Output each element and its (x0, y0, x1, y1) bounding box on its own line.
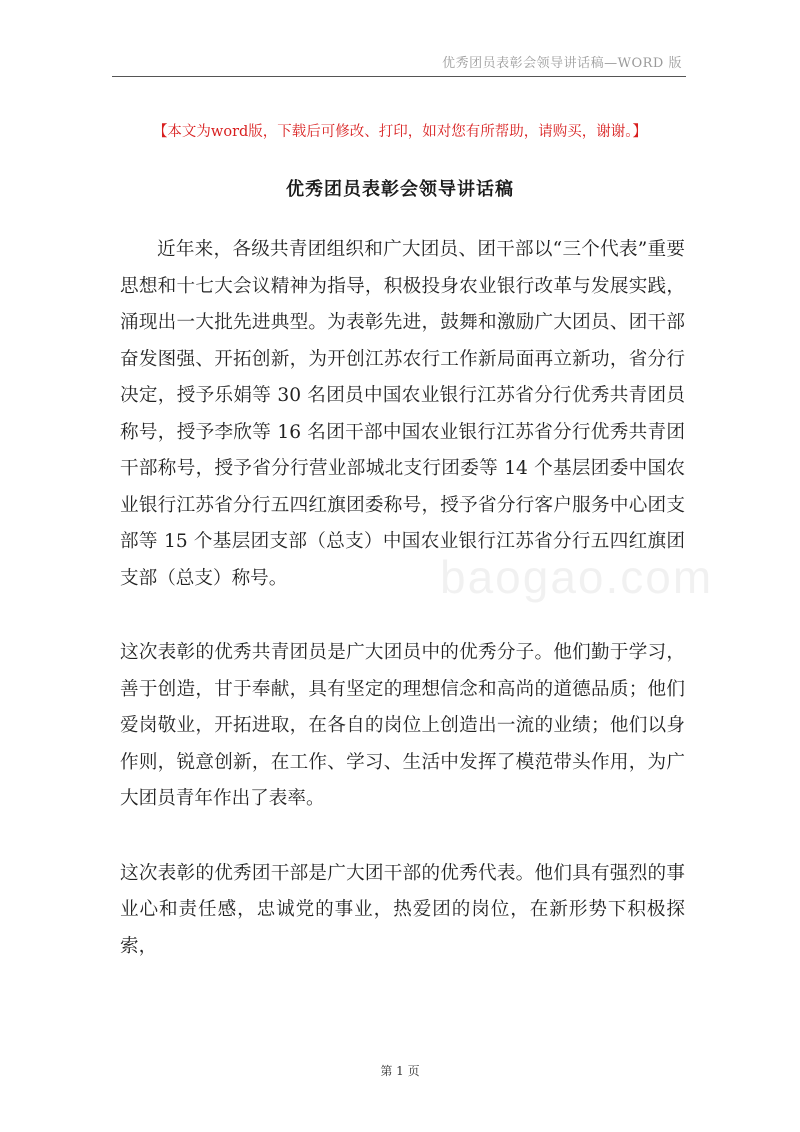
header-title: 优秀团员表彰会领导讲话稿—WORD 版 (442, 56, 682, 71)
document-title: 优秀团员表彰会领导讲话稿 (286, 179, 514, 200)
header-divider (112, 76, 686, 77)
paragraph: 近年来，各级共青团组织和广大团员、团干部以“三个代表”重要思想和十七大会议精神为指导，积极投身农业银行改革与发展实践，涌现出一大批先进典型。为表彰先进，鼓舞和激励广大团员、团干部奋发图强、开拓创新，为开创江苏农行工作新局面再立新功，省分行决定，授予乐娟等 30 名团员中国农业银行江苏省分行优秀共青团员称号，授予李欣等 16 名团干部中国农业银行江苏省分行优秀共青团干部称号，授予省分行营业部城北支行团委等 14 个基层团委中国农业银行江苏省分行五四红旗团委称号，授予省分行客户服务中心团支部等 15 个基层团支部（总支）中国农业银行江苏省分行五四红旗团支部（总支）称号。 (120, 239, 685, 589)
paragraph: 这次表彰的优秀团干部是广大团干部的优秀代表。他们具有强烈的事业心和责任感，忠诚党的事业，热爱团的岗位，在新形势下积极探索， (120, 862, 685, 957)
document-body (120, 232, 685, 1003)
paragraph: 这次表彰的优秀共青团员是广大团员中的优秀分子。他们勤于学习，善于创造，甘于奉献，具有坚定的理想信念和高尚的道德品质；他们爱岗敬业，开拓进取，在各自的岗位上创造出一流的业绩；他们以身作则，锐意创新，在工作、学习、生活中发挥了模范带头作用，为广大团员青年作出了表率。 (120, 642, 685, 809)
download-notice: 【本文为word版，下载后可修改、打印，如对您有所帮助，请购买，谢谢。】 (152, 124, 648, 140)
watermark: baogao.com (440, 551, 714, 603)
page-number: 第 1 页 (380, 1064, 420, 1078)
